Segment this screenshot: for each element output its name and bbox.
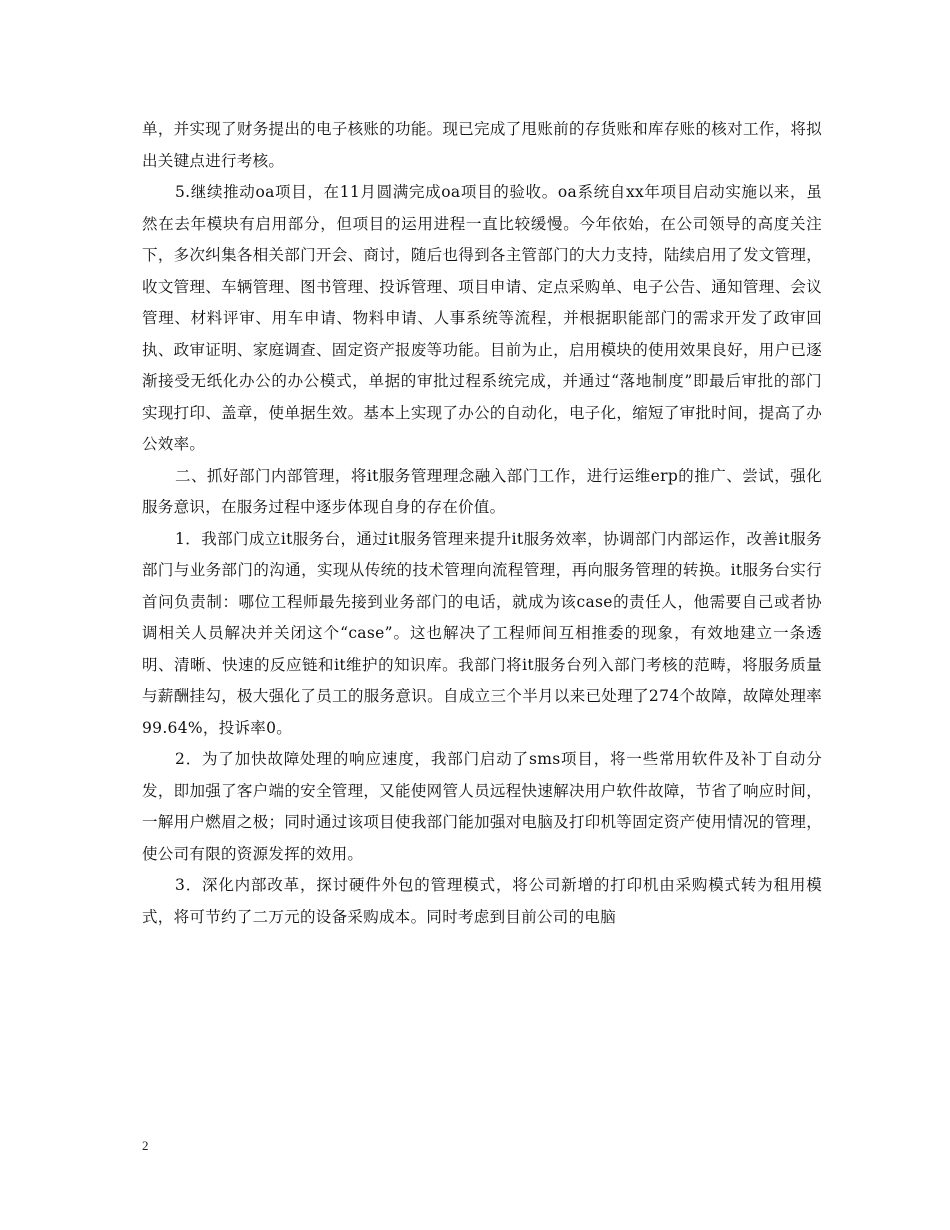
paragraph-hardware-outsourcing: 3．深化内部改革，探讨硬件外包的管理模式，将公司新增的打印机由采购模式转为租用模式，将可节约了二万元的设备采购成本。同时考虑到目前公司的电脑 bbox=[142, 876, 822, 926]
paragraph-section-two-heading: 二、抓好部门内部管理，将it服务管理理念融入部门工作，进行运维erp的推广、尝试，强化服务意识，在服务过程中逐步体现自身的存在价值。 bbox=[142, 466, 822, 516]
page-number: 2 bbox=[142, 1138, 149, 1153]
paragraph-it-service-desk: 1．我部门成立it服务台，通过it服务管理来提升it服务效率，协调部门内部运作，改善it服务部门与业务部门的沟通，实现从传统的技术管理向流程管理，再向服务管理的转换。it服务台实行首问负责制：哪位工程师最先接到业务部门的电话，就成为该case的责任人，他需要自己或者协调相关人员解决并关闭这个“case”。这也解决了工程师间互相推委的现象，有效地建立一条透明、清晰、快速的反应链和it维护的知识库。我部门将it服务台列入部门考核的范畴，将服务质量与薪酬挂勾，极大强化了员工的服务意识。自成立三个半月以来已处理了274个故障，故障处理率99.64%，投诉率0。 bbox=[142, 529, 822, 737]
paragraph-sms-project: 2．为了加快故障处理的响应速度，我部门启动了sms项目，将一些常用软件及补丁自动分发，即加强了客户端的安全管理，又能使网管人员远程快速解决用户软件故障，节省了响应时间，一解用户燃眉之极；同时通过该项目使我部门能加强对电脑及打印机等固定资产使用情况的管理，使公司有限的资源发挥的效用。 bbox=[142, 750, 822, 863]
paragraph-continuation: 单，并实现了财务提出的电子核账的功能。现已完成了甩账前的存货账和库存账的核对工作，将拟出关键点进行考核。 bbox=[142, 120, 822, 170]
document-body bbox=[142, 114, 822, 933]
paragraph-oa-project: 5.继续推动oa项目，在11月圆满完成oa项目的验收。oa系统自xx年项目启动实施以来，虽然在去年模块有启用部分，但项目的运用进程一直比较缓慢。今年依始，在公司领导的高度关注下，多次纠集各相关部门开会、商讨，随后也得到各主管部门的大力支持，陆续启用了发文管理，收文管理、车辆管理、图书管理、投诉管理、项目申请、定点采购单、电子公告、通知管理、会议管理、材料评审、用车申请、物料申请、人事系统等流程，并根据职能部门的需求开发了政审回执、政审证明、家庭调查、固定资产报废等功能。目前为止，启用模块的使用效果良好，用户已逐渐接受无纸化办公的办公模式，单据的审批过程系统完成，并通过“落地制度”即最后审批的部门实现打印、盖章，使单据生效。基本上实现了办公的自动化，电子化，缩短了审批时间，提高了办公效率。 bbox=[142, 183, 822, 453]
